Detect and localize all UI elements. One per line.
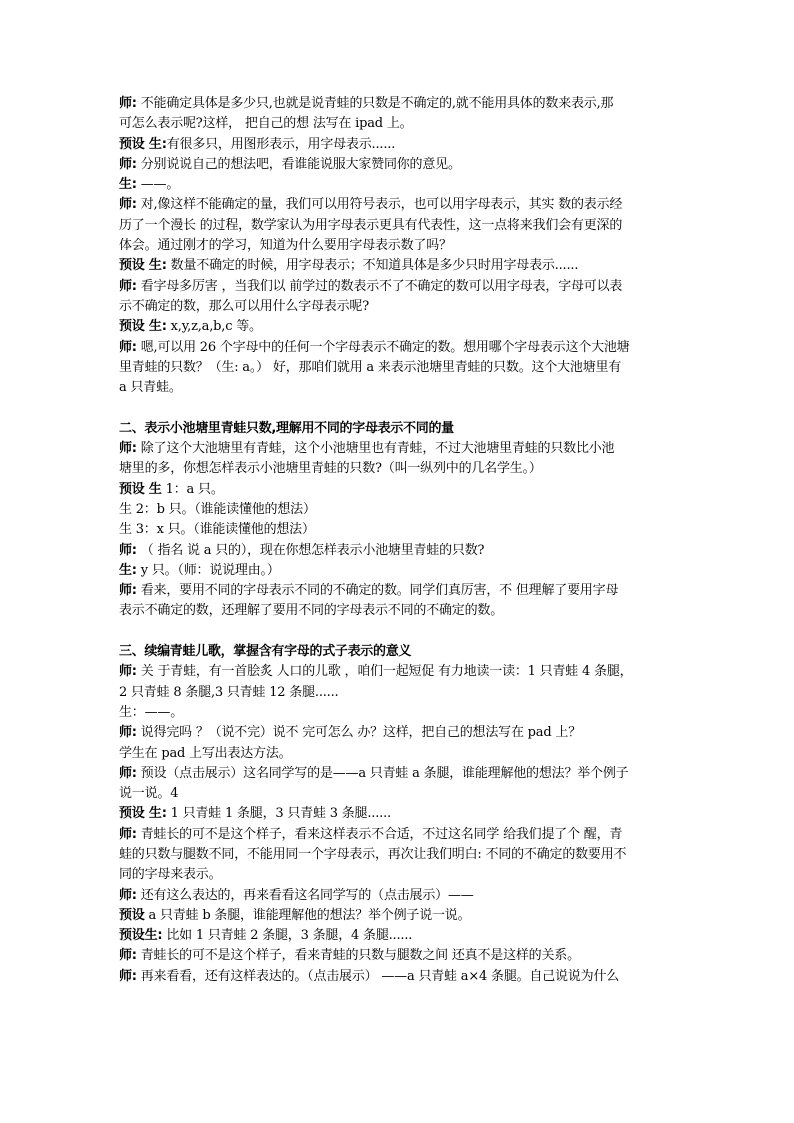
paragraph-line	[119, 784, 679, 804]
paragraph-line	[119, 865, 679, 885]
line-text: 历了一个漫长 的过程，数学家认为用字母表示更具有代表性，这一点将来我们会有更深的	[119, 217, 623, 233]
paragraph-line	[119, 439, 679, 459]
paragraph-line	[119, 683, 679, 703]
line-text: 数量不确定的时候，用字母表示；不知道具体是多少只时用字母表示......	[166, 258, 579, 274]
blank-line	[119, 398, 679, 418]
paragraph-line	[119, 480, 679, 500]
paragraph-line	[119, 601, 679, 621]
line-text: 青蛙长的可不是这个样子，看来青蛙的只数与腿数之间 还真不是这样的关系。	[136, 948, 580, 964]
line-text: 对,像这样不能确定的量，我们可以用符号表示，也可以用字母表示，其实 数的表示经	[136, 197, 623, 213]
paragraph-line	[119, 277, 679, 297]
speaker-label: 师:	[119, 542, 137, 558]
speaker-label: 师:	[119, 948, 137, 964]
speaker-label: 预设 生	[119, 481, 162, 497]
line-text: 还有这么表达的，再来看看这名同学写的（点击展示）——	[136, 887, 474, 903]
paragraph-line	[119, 825, 679, 845]
line-text: 体会。通过刚才的学习，知道为什么要用字母表示数了吗？	[119, 238, 452, 254]
paragraph-line	[119, 723, 679, 743]
line-text: ——。	[136, 177, 180, 193]
line-text: （ 指名 说 a 只的），现在你想怎样表示小池塘里青蛙的只数?	[136, 542, 485, 558]
line-text: 不能确定具体是多少只,也就是说青蛙的只数是不确定的,就不能用具体的数来表示,那	[136, 96, 614, 111]
line-text: 再来看看，还有这样表达的。（点击展示） ——a 只青蛙 a×4 条腿。自己说说为什么	[136, 968, 620, 984]
line-text: 分别说说自己的想法吧，看谁能说服大家赞同你的意见。	[136, 156, 461, 172]
line-text: 塘里的多，你想怎样表示小池塘里青蛙的只数?（叫一纵列中的几名学生。）	[119, 461, 542, 477]
line-text: 蛙的只数与腿数不同，不能用同一个字母表示，再次让我们明白: 不同的不确定的数要用不	[119, 846, 627, 862]
paragraph-line	[119, 175, 679, 195]
line-text: 嗯,可以用 26 个字母中的任何一个字母表示不确定的数。想用哪个字母表示这个大池塘	[136, 339, 630, 355]
line-text: 示不确定的数，那么可以用什么字母表示呢?	[119, 298, 369, 314]
paragraph-line	[119, 317, 679, 337]
paragraph-line	[119, 500, 679, 520]
document-page	[119, 94, 679, 987]
line-text: 比如 1 只青蛙 2 条腿，3 条腿，4 条腿......	[162, 928, 413, 944]
paragraph-line	[119, 114, 679, 134]
paragraph-line	[119, 520, 679, 540]
line-text: 可怎么表示呢?这样， 把自己的想 法写在 ipad 上。	[119, 116, 413, 132]
paragraph-line	[119, 886, 679, 906]
blank-line	[119, 622, 679, 642]
paragraph-line	[119, 94, 679, 114]
speaker-label: 预设 生:	[119, 806, 167, 822]
paragraph-line	[119, 744, 679, 764]
line-text: 生 2：b 只。（谁能读懂他的想法）	[119, 501, 316, 517]
paragraph-line	[119, 926, 679, 946]
paragraph-line	[119, 581, 679, 601]
paragraph-line	[119, 256, 679, 276]
section-heading: 二、表示小池塘里青蛙只数,理解用不同的字母表示不同的量	[119, 420, 454, 436]
section-2	[119, 419, 679, 622]
speaker-label: 师:	[119, 887, 137, 903]
speaker-label: 师:	[119, 197, 137, 213]
line-text: a 只青蛙。	[119, 380, 182, 396]
line-text: 2 只青蛙 8 条腿,3 只青蛙 12 条腿......	[119, 684, 339, 700]
line-text: 生：——。	[119, 704, 184, 720]
speaker-label: 师:	[119, 725, 137, 741]
speaker-label: 生:	[119, 177, 137, 193]
line-text: 看字母多厉害 ，当我们以 前学过的数表示不了不确定的数可以用字母表，字母可以表	[136, 278, 623, 294]
speaker-label: 预设生:	[119, 928, 163, 944]
line-text: 表示不确定的数，还理解了要用不同的字母表示不同的不确定的数。	[119, 603, 504, 619]
paragraph-line	[119, 946, 679, 966]
speaker-label: 师:	[119, 583, 137, 599]
line-text: 有很多只，用图形表示，用字母表示......	[166, 136, 396, 152]
line-text: 生 3：x 只。（谁能读懂他的想法）	[119, 522, 315, 538]
line-text: 同的字母来表示。	[119, 867, 222, 883]
line-text: 1 只青蛙 1 条腿，3 只青蛙 3 条腿......	[166, 806, 391, 822]
line-text: 预设（点击展示）这名同学写的是——a 只青蛙 a 条腿，谁能理解他的想法？举个例子	[136, 765, 629, 781]
speaker-label: 师:	[119, 156, 137, 172]
line-text: x,y,z,a,b,c 等。	[166, 319, 262, 335]
speaker-label: 师:	[119, 339, 137, 355]
paragraph-line	[119, 216, 679, 236]
line-text: 关 于青蛙，有一首脍炙 人口的儿歌 ，咱们一起短促 有力地读一读：1 只青蛙 4 条腿，	[136, 664, 633, 680]
paragraph-line	[119, 358, 679, 378]
speaker-label: 预设 生:	[119, 136, 167, 152]
speaker-label: 预设	[119, 907, 145, 923]
paragraph-line	[119, 845, 679, 865]
paragraph-line	[119, 297, 679, 317]
paragraph-line	[119, 662, 679, 682]
speaker-label: 师:	[119, 664, 137, 680]
paragraph-line	[119, 906, 679, 926]
speaker-label: 预设 生:	[119, 319, 167, 335]
paragraph-line	[119, 155, 679, 175]
speaker-label: 师:	[119, 278, 137, 294]
section-3	[119, 642, 679, 987]
paragraph-line	[119, 703, 679, 723]
speaker-label: 师:	[119, 968, 137, 984]
paragraph-line	[119, 338, 679, 358]
line-text: 说一说。4	[119, 786, 179, 802]
speaker-label: 师:	[119, 826, 137, 842]
paragraph-line	[119, 135, 679, 155]
paragraph-line	[119, 459, 679, 479]
line-text: 看来，要用不同的字母表示不同的不确定的数。同学们真厉害，不 但理解了要用字母	[136, 583, 619, 599]
line-text: 1：a 只。	[161, 481, 224, 497]
paragraph-line	[119, 541, 679, 561]
paragraph-line	[119, 804, 679, 824]
speaker-label: 师:	[119, 765, 137, 781]
paragraph-line	[119, 236, 679, 256]
section-heading: 三、续编青蛙儿歌，掌握含有字母的式子表示的意义	[119, 644, 412, 660]
section-1	[119, 94, 679, 398]
speaker-label: 师:	[119, 441, 137, 457]
paragraph-line	[119, 378, 679, 398]
line-text: a 只青蛙 b 条腿，谁能理解他的想法？举个例子说一说。	[144, 907, 471, 923]
line-text: 学生在 pad 上写出表达方法。	[119, 745, 292, 761]
speaker-label: 师:	[119, 96, 137, 111]
line-text: y 只。（师：说说理由。）	[136, 562, 280, 578]
line-text: 里青蛙的只数？（生: a。） 好，那咱们就用 a 来表示池塘里青蛙的只数。这个大池塘里有	[119, 359, 622, 375]
line-text: 青蛙长的可不是这个样子，看来这样表示不合适，不过这名同学 给我们提了个 醒，青	[136, 826, 623, 842]
speaker-label: 预设 生:	[119, 258, 167, 274]
paragraph-line	[119, 561, 679, 581]
paragraph-line	[119, 764, 679, 784]
paragraph-line	[119, 967, 679, 987]
line-text: 说得完吗 ？（说不完）说不 完可怎么 办？这样，把自己的想法写在 pad 上？	[136, 725, 582, 741]
speaker-label: 生:	[119, 562, 137, 578]
paragraph-line	[119, 195, 679, 215]
line-text: 除了这个大池塘里有青蛙，这个小池塘里也有青蛙，不过大池塘里青蛙的只数比小池	[136, 441, 615, 457]
